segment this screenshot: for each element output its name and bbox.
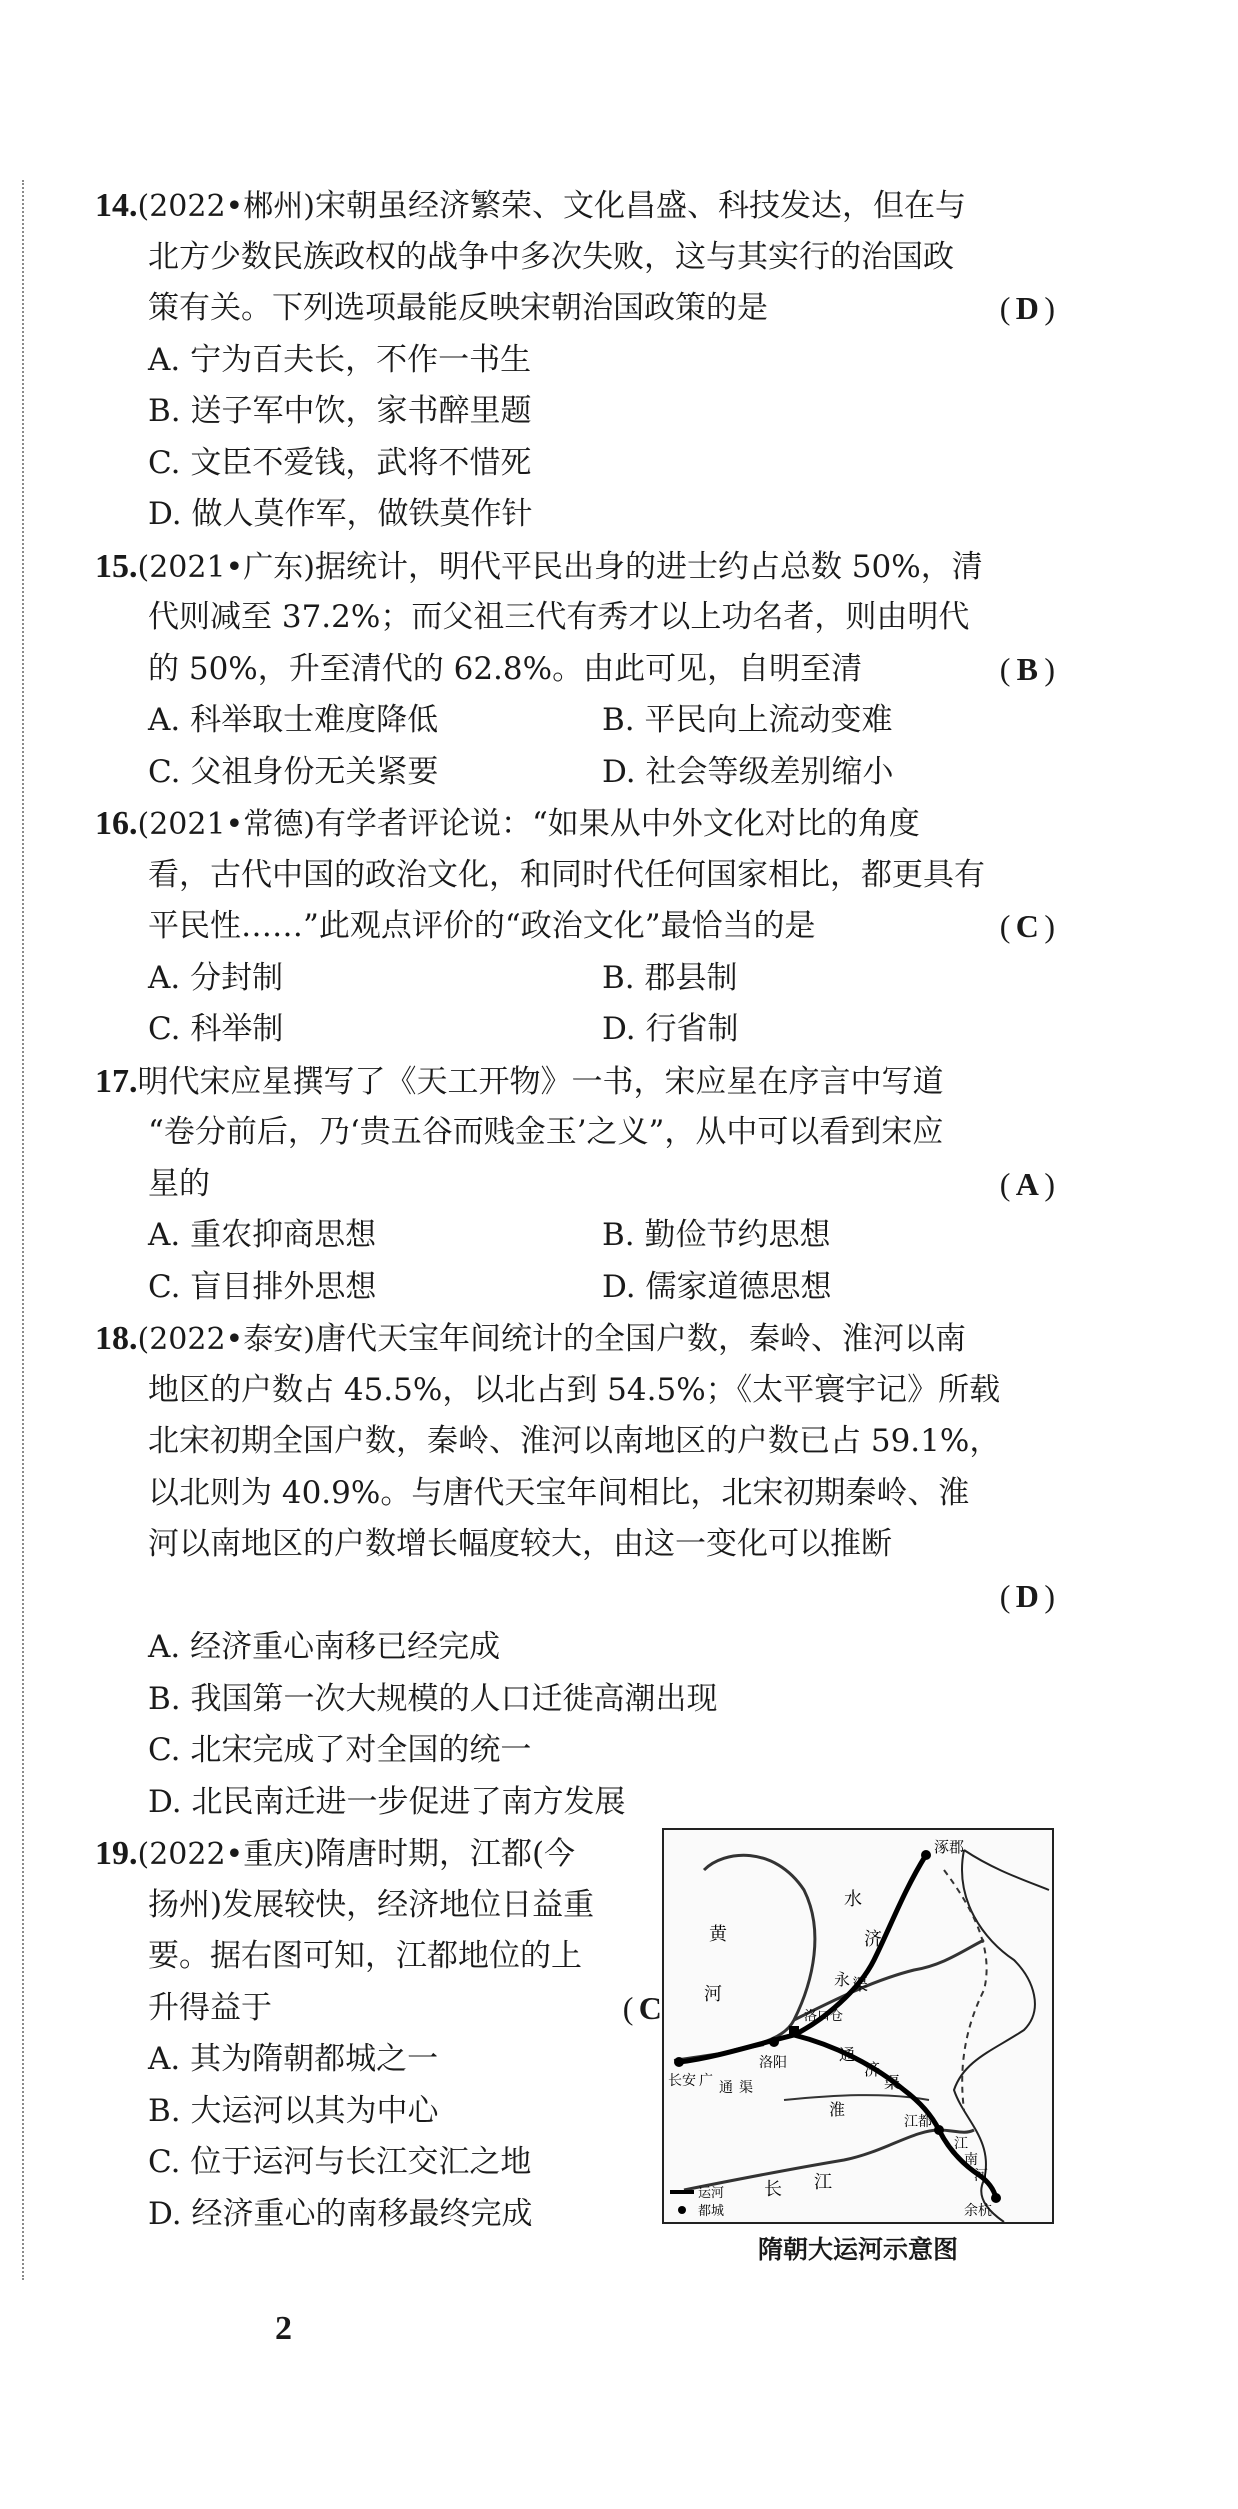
page-number: 2 xyxy=(275,2310,292,2347)
label-shui: 水 xyxy=(844,1889,862,1910)
city-luoyang-dot xyxy=(769,2037,779,2047)
question-stem-line: 看，古代中国的政治文化，和同时代任何国家相比，都更具有 xyxy=(148,856,985,893)
yellow-river xyxy=(704,1855,984,2050)
label-zhuojun: 涿郡 xyxy=(934,1838,965,1856)
option-a: A. 经济重心南移已经完成 xyxy=(148,1629,501,1665)
question-stem-line: 北方少数民族政权的战争中多次失败，这与其实行的治国政 xyxy=(148,238,954,275)
question-stem-line: 以北则为 40.9%。与唐代天宝年间相比，北宋初期秦岭、淮 xyxy=(148,1474,970,1511)
option-b: B. 大运河以其为中心 xyxy=(148,2092,439,2129)
answer-bracket: ( B ) xyxy=(1000,644,1055,696)
option-d: D. 北民南迁进一步促进了南方发展 xyxy=(148,1783,626,1820)
option-d: D. 做人莫作军，做铁莫作针 xyxy=(148,496,533,532)
city-jiangdu-dot xyxy=(934,2125,944,2135)
question-stem-line: 宋朝虽经济繁荣、文化昌盛、科技发达，但在与 xyxy=(314,188,966,224)
label-luoyang: 洛阳 xyxy=(759,2055,787,2071)
question-stem-line: 的 50%，升至清代的 62.8%。由此可见，自明至清 xyxy=(148,650,863,687)
huai-river xyxy=(784,2095,929,2100)
answer-bracket: ( A ) xyxy=(1000,1159,1055,1211)
question-stem-line: 北宋初期全国户数，秦岭、淮河以南地区的户数已占 59.1%， xyxy=(148,1423,1001,1459)
margin-dotted-line xyxy=(22,180,24,2280)
label-qu2: 渠 xyxy=(884,2073,901,2092)
question-source: (2022•重庆) xyxy=(137,1837,315,1872)
label-yuhang: 余杭 xyxy=(964,2203,992,2219)
question-stem-line: “卷分前后，乃‘贵五谷而贱金玉’之义”，从中可以看到宋应 xyxy=(148,1114,944,1150)
city-yuhang-dot xyxy=(991,2193,1001,2203)
question-source: (2021•常德) xyxy=(137,807,315,842)
label-jiang: 江 xyxy=(814,2172,832,2193)
option-d: D. 行省制 xyxy=(602,1011,739,1047)
label-luokoucang: 洛口仓 xyxy=(804,2009,844,2024)
label-ji2: 济 xyxy=(864,2060,881,2079)
label-jiang-nan: 江 xyxy=(954,2136,968,2152)
option-b: B. 平民向上流动变难 xyxy=(602,702,893,738)
option-c: C. 文臣不爱钱，武将不惜死 xyxy=(148,444,532,481)
question-stem-line: 河以南地区的户数增长幅度较大，由这一变化可以推断 xyxy=(148,1526,892,1562)
question-stem-line: 明代宋应星撰写了《天工开物》一书，宋应星在序言中写道 xyxy=(137,1063,944,1100)
label-qu-qu: 渠 xyxy=(852,1975,869,1994)
option-b: B. 送子军中饮，家书醉里题 xyxy=(148,393,532,429)
label-changan: 长安 xyxy=(668,2073,696,2089)
question-19 xyxy=(95,1828,1055,2264)
question-stem-line: 唐代天宝年间统计的全国户数，秦岭、淮河以南 xyxy=(314,1321,966,1357)
option-a: A. 其为隋朝都城之一 xyxy=(148,2041,439,2077)
label-he2: 河 xyxy=(974,2168,988,2184)
option-c: C. 父祖身份无关紧要 xyxy=(148,753,439,790)
question-number: 15. xyxy=(95,547,138,585)
answer-letter: C xyxy=(638,1989,662,2026)
option-a: A. 重农抑商思想 xyxy=(148,1217,377,1253)
option-a: A. 宁为百夫长，不作一书生 xyxy=(148,341,532,378)
label-guang: 广 xyxy=(699,2073,713,2089)
option-c: C. 位于运河与长江交汇之地 xyxy=(148,2144,532,2180)
question-stem-line: 平民性……”此观点评价的“政治文化”最恰当的是 xyxy=(148,908,816,944)
legend-canal-label: 运河 xyxy=(698,2186,725,2201)
answer-letter: D xyxy=(1015,290,1039,326)
city-changan-dot xyxy=(674,2057,684,2067)
option-d: D. 社会等级差别缩小 xyxy=(602,753,894,790)
option-b: B. 郡县制 xyxy=(602,959,738,996)
canal-map xyxy=(662,1828,1054,2224)
option-c: C. 科举制 xyxy=(148,1011,284,1047)
question-stem-line: 据统计，明代平民出身的进士约占总数 50%，清 xyxy=(314,548,983,585)
city-zhuojun-dot xyxy=(921,1850,931,1860)
question-16 xyxy=(95,798,1055,1056)
question-stem-line: 有学者评论说：“如果从中外文化对比的角度 xyxy=(314,806,920,842)
question-number: 16. xyxy=(95,805,138,842)
label-jiangdu: 江都 xyxy=(904,2114,932,2130)
answer-letter: C xyxy=(1015,908,1039,944)
label-he: 河 xyxy=(704,1984,722,2005)
answer-bracket: ( D ) xyxy=(1000,283,1055,335)
label-qu3: 渠 xyxy=(739,2080,753,2096)
legend-capital-label: 都城 xyxy=(698,2204,725,2219)
label-chang: 长 xyxy=(764,2179,782,2200)
option-b: B. 我国第一次大规模的人口迁徙高潮出现 xyxy=(148,1680,718,1717)
question-stem-line: 隋唐时期，江都(今 xyxy=(314,1836,576,1872)
question-18 xyxy=(95,1313,1055,1828)
label-qu-yong: 永 xyxy=(834,1970,851,1989)
canal-map-svg xyxy=(664,1830,1052,2222)
label-nan: 南 xyxy=(964,2152,978,2168)
question-source: (2022•泰安) xyxy=(137,1322,315,1357)
label-huang: 黄 xyxy=(709,1924,727,1945)
luokou-granary-marker xyxy=(789,2026,799,2036)
answer-bracket: ( C ) xyxy=(1000,901,1055,953)
question-stem-line: 代则减至 37.2%；而父祖三代有秀才以上功名者，则由明代 xyxy=(148,599,970,635)
option-a: A. 分封制 xyxy=(148,959,284,996)
question-source: (2022•郴州) xyxy=(137,189,315,224)
question-15 xyxy=(95,541,1055,799)
question-number: 19. xyxy=(95,1835,138,1872)
answer-letter: A xyxy=(1015,1165,1039,1202)
question-stem-line: 策有关。下列选项最能反映宋朝治国政策的是 xyxy=(148,290,768,326)
question-14 xyxy=(95,180,1055,541)
question-list xyxy=(95,180,1055,2264)
answer-bracket: ( C xyxy=(623,1983,678,2035)
option-b: B. 勤俭节约思想 xyxy=(602,1217,831,1253)
option-d: D. 经济重心的南移最终完成 xyxy=(148,2195,533,2232)
label-tong2: 通 xyxy=(719,2080,733,2096)
option-c: C. 盲目排外思想 xyxy=(148,1268,377,1305)
question-17 xyxy=(95,1056,1055,1314)
dashed-route xyxy=(944,1870,987,2110)
question-stem-line: 星的 xyxy=(148,1165,210,1202)
option-a: A. 科举取士难度降低 xyxy=(148,702,439,738)
question-number: 17. xyxy=(95,1062,138,1100)
map-caption: 隋朝大运河示意图 xyxy=(757,2235,958,2264)
option-c: C. 北宋完成了对全国的统一 xyxy=(148,1732,532,1768)
answer-letter: D xyxy=(1015,1577,1039,1614)
question-stem-line: 扬州)发展较快，经济地位日益重 xyxy=(148,1886,595,1923)
question-stem-line: 要。据右图可知，江都地位的上 xyxy=(148,1938,582,1974)
question-number: 14. xyxy=(95,187,138,224)
answer-letter: B xyxy=(1016,650,1039,687)
label-huai: 淮 xyxy=(829,2100,846,2119)
question-source: (2021•广东) xyxy=(137,549,315,585)
question-number: 18. xyxy=(95,1320,138,1357)
label-tong: 通 xyxy=(839,2045,856,2064)
label-ji: 济 xyxy=(864,1929,882,1950)
canal-map-figure xyxy=(662,1828,1054,2266)
question-stem-line: 地区的户数占 45.5%，以北占到 54.5%；《太平寰宇记》所载 xyxy=(148,1371,1001,1408)
answer-bracket: ( D ) xyxy=(1000,1571,1055,1623)
legend-capital-dot xyxy=(678,2206,686,2214)
option-d: D. 儒家道德思想 xyxy=(602,1268,832,1305)
question-stem-line: 升得益于 xyxy=(148,1989,272,2026)
